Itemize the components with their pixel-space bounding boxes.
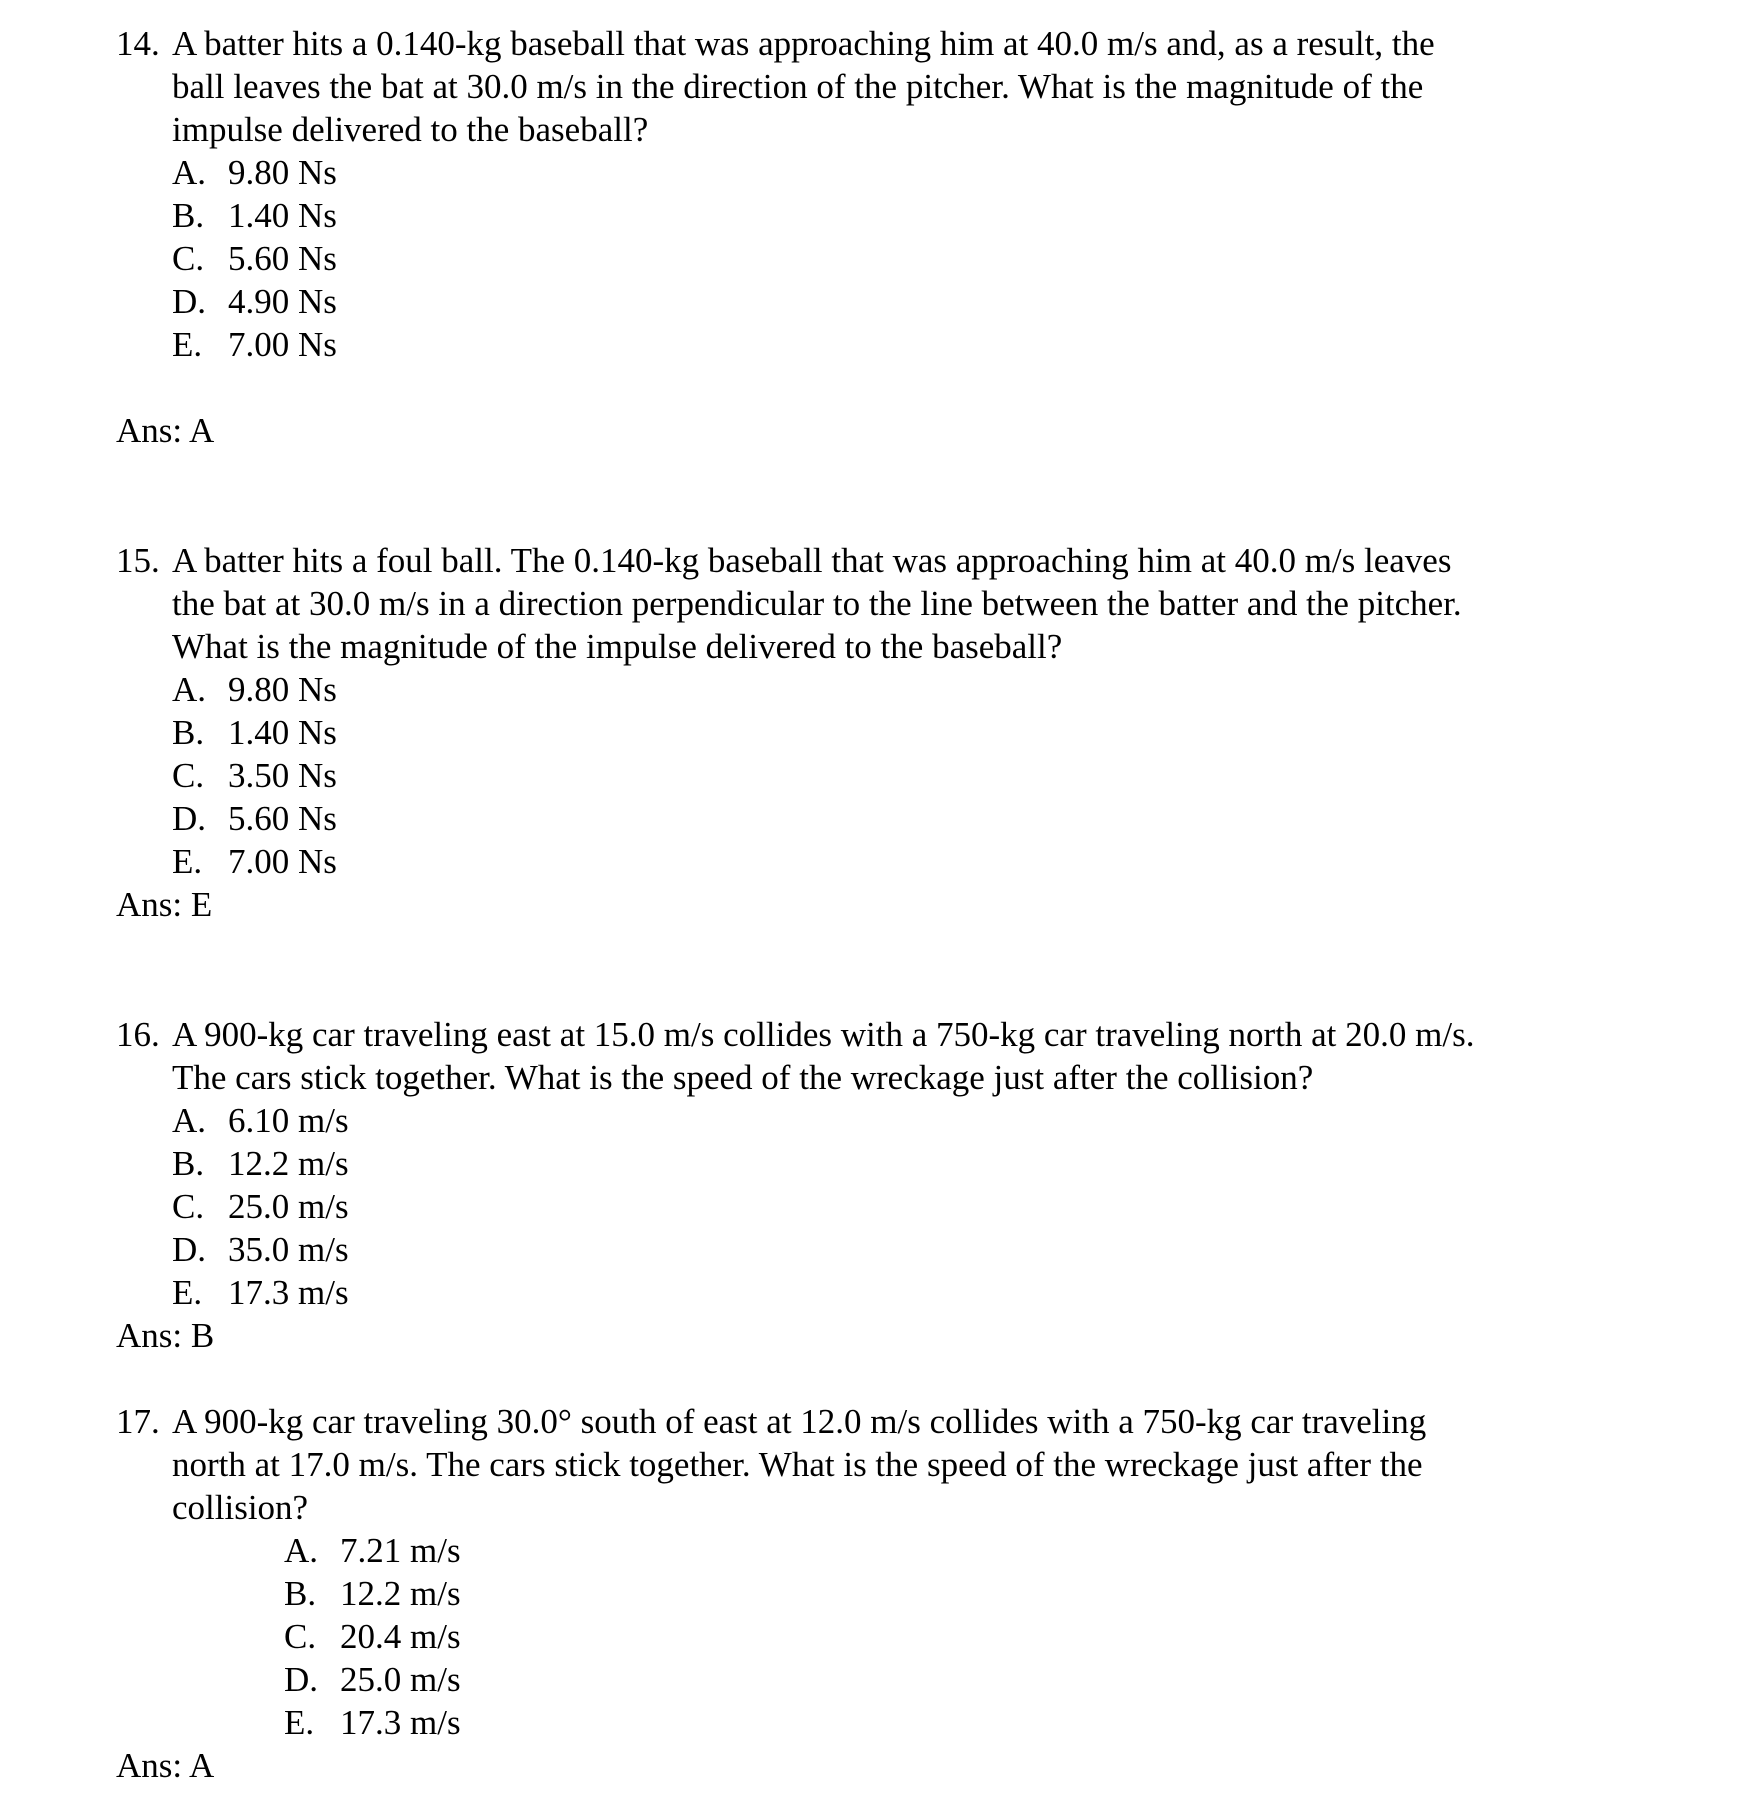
option-letter: D. — [172, 799, 207, 838]
option-letter: B. — [284, 1574, 317, 1613]
question-14-option-b — [172, 194, 337, 237]
question-15-option-d — [172, 797, 337, 840]
option-text: 9.80 Ns — [228, 670, 337, 709]
question-17-number: 17. — [116, 1402, 160, 1441]
option-text: 3.50 Ns — [228, 756, 337, 795]
option-text: 25.0 m/s — [228, 1187, 349, 1226]
option-letter: B. — [172, 1144, 205, 1183]
option-text: 4.90 Ns — [228, 282, 337, 321]
option-text: 9.80 Ns — [228, 153, 337, 192]
question-15-answer: Ans: E — [116, 885, 213, 924]
option-letter: C. — [172, 239, 205, 278]
question-14-stem-line-3: impulse delivered to the baseball? — [172, 110, 649, 149]
option-letter: B. — [172, 196, 205, 235]
question-17-answer: Ans: A — [116, 1746, 215, 1785]
question-14-option-a — [172, 151, 337, 194]
option-letter: E. — [172, 842, 203, 881]
question-14-stem-line-2: ball leaves the bat at 30.0 m/s in the direction of the pitcher. What is the magnitude of the — [172, 67, 1424, 106]
option-text: 12.2 m/s — [228, 1144, 349, 1183]
question-17-stem-line-3: collision? — [172, 1488, 309, 1527]
question-17-stem-line-2: north at 17.0 m/s. The cars stick together. What is the speed of the wreckage just after the — [172, 1445, 1423, 1484]
question-17-option-a — [284, 1529, 461, 1572]
option-letter: C. — [284, 1617, 317, 1656]
option-text: 1.40 Ns — [228, 713, 337, 752]
option-text: 7.00 Ns — [228, 325, 337, 364]
question-16-number: 16. — [116, 1015, 160, 1054]
option-letter: A. — [172, 153, 207, 192]
question-15-option-c — [172, 754, 337, 797]
question-17-option-c — [284, 1615, 461, 1658]
option-letter: D. — [284, 1660, 319, 1699]
question-14-number: 14. — [116, 24, 160, 63]
question-16-option-e — [172, 1271, 349, 1314]
option-letter: A. — [172, 1101, 207, 1140]
question-16-stem-line-1: A 900-kg car traveling east at 15.0 m/s collides with a 750-kg car traveling north at 20.0 m/s. — [172, 1015, 1475, 1054]
question-16-option-b — [172, 1142, 349, 1185]
option-text: 35.0 m/s — [228, 1230, 349, 1269]
option-text: 17.3 m/s — [228, 1273, 349, 1312]
question-17-option-d — [284, 1658, 461, 1701]
option-letter: A. — [284, 1531, 319, 1570]
option-letter: E. — [172, 1273, 203, 1312]
question-15-stem-line-3: What is the magnitude of the impulse delivered to the baseball? — [172, 627, 1063, 666]
question-17-option-e — [284, 1701, 461, 1744]
question-14-stem-line-1: A batter hits a 0.140-kg baseball that was approaching him at 40.0 m/s and, as a result, the — [172, 24, 1435, 63]
option-letter: E. — [284, 1703, 315, 1742]
option-letter: B. — [172, 713, 205, 752]
option-text: 17.3 m/s — [340, 1703, 461, 1742]
option-letter: C. — [172, 756, 205, 795]
question-15-option-a — [172, 668, 337, 711]
option-letter: E. — [172, 325, 203, 364]
question-14-option-d — [172, 280, 337, 323]
option-text: 1.40 Ns — [228, 196, 337, 235]
question-16-option-d — [172, 1228, 349, 1271]
option-text: 20.4 m/s — [340, 1617, 461, 1656]
option-letter: A. — [172, 670, 207, 709]
question-17-stem-line-1: A 900-kg car traveling 30.0° south of east at 12.0 m/s collides with a 750-kg car traveling — [172, 1402, 1427, 1441]
option-text: 6.10 m/s — [228, 1101, 349, 1140]
option-text: 5.60 Ns — [228, 799, 337, 838]
question-14-answer: Ans: A — [116, 411, 215, 450]
question-16-option-a — [172, 1099, 349, 1142]
question-14-option-c — [172, 237, 337, 280]
question-17-option-b — [284, 1572, 461, 1615]
question-16-stem-line-2: The cars stick together. What is the speed of the wreckage just after the collision? — [172, 1058, 1314, 1097]
option-letter: C. — [172, 1187, 205, 1226]
option-text: 7.00 Ns — [228, 842, 337, 881]
question-15-number: 15. — [116, 541, 160, 580]
question-16-answer: Ans: B — [116, 1316, 215, 1355]
option-text: 7.21 m/s — [340, 1531, 461, 1570]
option-letter: D. — [172, 282, 207, 321]
question-15-option-e — [172, 840, 337, 883]
question-15-stem-line-1: A batter hits a foul ball. The 0.140-kg baseball that was approaching him at 40.0 m/s leaves — [172, 541, 1452, 580]
option-text: 12.2 m/s — [340, 1574, 461, 1613]
question-14-option-e — [172, 323, 337, 366]
option-text: 5.60 Ns — [228, 239, 337, 278]
option-letter: D. — [172, 1230, 207, 1269]
option-text: 25.0 m/s — [340, 1660, 461, 1699]
question-16-option-c — [172, 1185, 349, 1228]
question-15-option-b — [172, 711, 337, 754]
question-15-stem-line-2: the bat at 30.0 m/s in a direction perpendicular to the line between the batter and the pitcher. — [172, 584, 1462, 623]
